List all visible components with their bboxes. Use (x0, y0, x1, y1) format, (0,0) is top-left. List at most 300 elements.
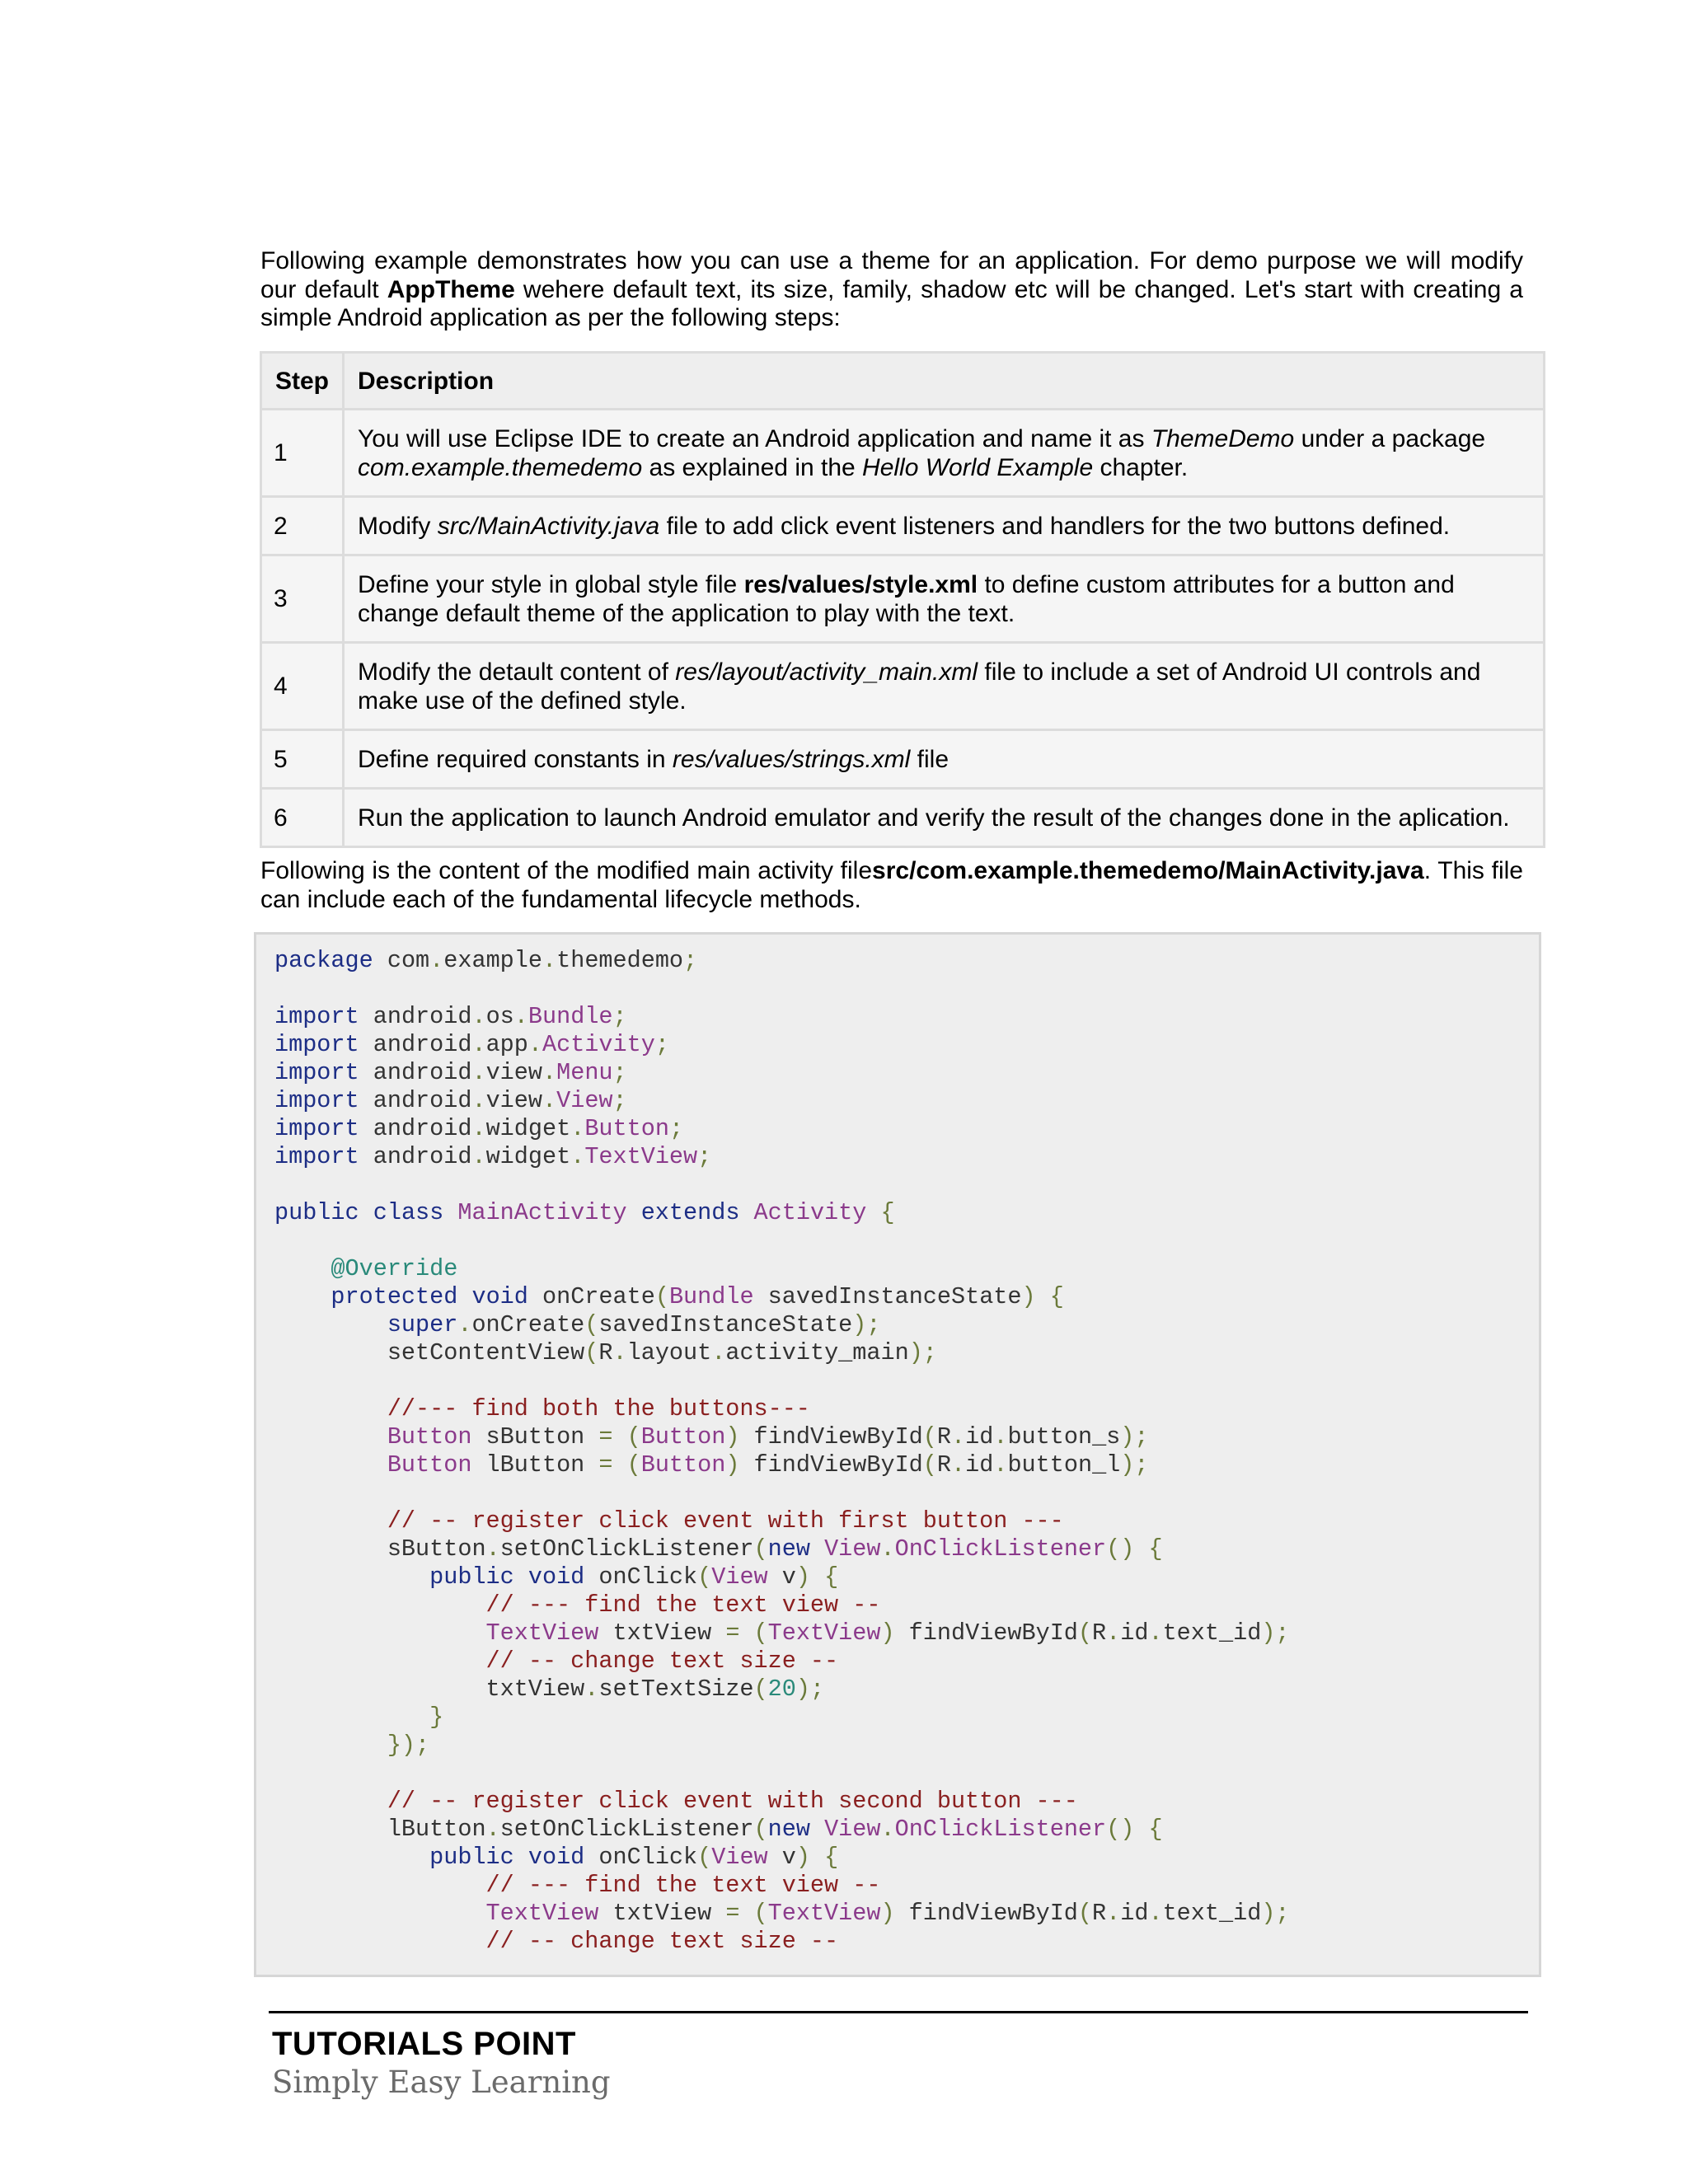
code-token: . (471, 1115, 486, 1142)
code-token: . (993, 1451, 1008, 1479)
code-token: { (1134, 1816, 1163, 1843)
intro-text-1: Following example demonstrates how you can use a theme for an application. For demo purpose we will modify our default (260, 247, 1523, 303)
code-token: View (556, 1087, 613, 1114)
code-token: ( (584, 1311, 599, 1338)
code-token: txtView (485, 1675, 585, 1703)
step-number: 1 (261, 410, 344, 497)
code-token: ( (922, 1423, 937, 1451)
code-token: . (1148, 1619, 1163, 1647)
code-token: android (373, 1115, 472, 1142)
code-line (274, 1675, 1539, 1704)
code-token: import (274, 1059, 359, 1086)
table-row (261, 789, 1545, 847)
code-token: OnClickListener (894, 1816, 1107, 1843)
code-token: new (767, 1535, 810, 1563)
code-token: { (1035, 1283, 1064, 1310)
code-token (274, 1255, 331, 1282)
code-token: ( (584, 1339, 599, 1366)
code-token (274, 1732, 387, 1759)
step-text: Define your style in global style file (358, 570, 744, 598)
desc-text-1: Following is the content of the modified main activity file (260, 857, 873, 884)
code-token: ; (654, 1031, 669, 1058)
code-token: ; (612, 1003, 627, 1030)
code-token (274, 1647, 486, 1675)
step-description (344, 497, 1545, 555)
steps-table (260, 351, 1545, 848)
code-token: setOnClickListener (499, 1535, 754, 1563)
code-token (274, 1900, 486, 1927)
code-token: R (936, 1451, 952, 1479)
code-token (274, 1872, 486, 1899)
step-text: You will use Eclipse IDE to create an Android application and name it as (358, 424, 1151, 452)
code-token: ) (795, 1563, 810, 1591)
code-token: v (767, 1844, 796, 1871)
code-listing (256, 935, 1539, 1956)
code-line (274, 1367, 1539, 1395)
code-token: sButton (387, 1535, 486, 1563)
code-token: Activity (753, 1199, 867, 1226)
code-token: R (1092, 1900, 1107, 1927)
code-line (274, 1900, 1539, 1928)
code-line (274, 1339, 1539, 1367)
code-line (274, 1087, 1539, 1115)
code-token: Button (387, 1451, 472, 1479)
code-token: View (824, 1535, 881, 1563)
code-token: ; (668, 1115, 684, 1142)
step-number: 4 (261, 643, 344, 730)
code-line (274, 1928, 1539, 1956)
code-token (274, 1704, 429, 1731)
code-token: . (993, 1423, 1008, 1451)
code-token: ( (612, 1423, 641, 1451)
code-token: text_id (1162, 1900, 1262, 1927)
code-line (274, 1227, 1539, 1255)
step-description (344, 643, 1545, 730)
code-token: }); (387, 1732, 430, 1759)
code-token: . (528, 1031, 542, 1058)
code-token: ( (753, 1816, 768, 1843)
step-text: Hello World Example (862, 453, 1094, 481)
step-text: Modify the detault content of (358, 658, 676, 686)
code-token: view (485, 1059, 542, 1086)
code-token: MainActivity (457, 1199, 627, 1226)
code-token: ( (753, 1675, 768, 1703)
code-line (274, 1171, 1539, 1199)
code-token: . (471, 1143, 486, 1170)
step-column-header: Step (261, 353, 344, 410)
code-token: class (373, 1199, 444, 1226)
code-token: v (767, 1563, 796, 1591)
code-token: . (542, 1059, 557, 1086)
code-token: . (1106, 1900, 1121, 1927)
code-token: Button (640, 1423, 726, 1451)
code-token: . (880, 1535, 895, 1563)
code-token: ) (880, 1900, 895, 1927)
code-line (274, 1647, 1539, 1675)
code-token: public (429, 1844, 514, 1871)
step-text: chapter. (1093, 453, 1189, 481)
code-line (274, 1395, 1539, 1423)
code-token: ); (1120, 1423, 1149, 1451)
code-token: android (373, 1087, 472, 1114)
code-token: Menu (556, 1059, 613, 1086)
code-token: ( (697, 1844, 712, 1871)
description-paragraph (260, 857, 1523, 914)
code-line (274, 1844, 1539, 1872)
step-text: to define custom attributes for a button and change default theme of the application to play with the text. (358, 570, 1455, 627)
code-token (274, 1788, 387, 1815)
code-token: ); (1120, 1451, 1149, 1479)
file-path: src/com.example.themedemo/MainActivity.java (872, 857, 1424, 884)
code-token: . (1148, 1900, 1163, 1927)
code-token: ); (908, 1339, 937, 1366)
code-token: . (429, 947, 444, 974)
code-token: ; (683, 947, 698, 974)
code-token (274, 1928, 486, 1955)
code-token: TextView (485, 1619, 599, 1647)
code-token: protected (331, 1283, 458, 1310)
code-token: ) (1021, 1283, 1036, 1310)
code-token: () (1106, 1816, 1135, 1843)
code-token: package (274, 947, 373, 974)
code-token: . (542, 1087, 557, 1114)
code-token: ( (739, 1900, 768, 1927)
code-token: ; (697, 1143, 712, 1170)
code-token: ( (922, 1451, 937, 1479)
table-row (261, 555, 1545, 643)
step-text: res/layout/activity_main.xml (675, 658, 978, 686)
brand-name: TUTORIALS POINT (272, 2026, 576, 2062)
code-token: import (274, 1143, 359, 1170)
code-token: onCreate (542, 1283, 655, 1310)
code-token: . (880, 1816, 895, 1843)
code-token (274, 1311, 387, 1338)
code-token: . (584, 1675, 599, 1703)
code-token (274, 1816, 387, 1843)
code-token: ( (612, 1451, 641, 1479)
code-line (274, 1732, 1539, 1760)
table-row (261, 643, 1545, 730)
code-token: onClick (598, 1844, 698, 1871)
code-token: Activity (542, 1031, 655, 1058)
table-row (261, 497, 1545, 555)
code-token: { (810, 1844, 839, 1871)
code-token: widget (485, 1115, 571, 1142)
code-token: ) (725, 1451, 740, 1479)
code-token: . (612, 1339, 627, 1366)
code-line (274, 1872, 1539, 1900)
step-text: as explained in the (642, 453, 863, 481)
code-token: //--- find both the buttons--- (387, 1395, 810, 1422)
code-token (274, 1535, 387, 1563)
code-token: new (767, 1816, 810, 1843)
code-token: view (485, 1087, 542, 1114)
step-text: under a package (1294, 424, 1486, 452)
code-token: ) (725, 1423, 740, 1451)
code-token: OnClickListener (894, 1535, 1107, 1563)
code-token: TextView (767, 1619, 881, 1647)
code-token: . (570, 1143, 585, 1170)
code-line (274, 1255, 1539, 1283)
code-token (274, 1283, 331, 1310)
code-line (274, 1591, 1539, 1619)
code-token: Bundle (528, 1003, 613, 1030)
code-token: import (274, 1031, 359, 1058)
step-text: src/MainActivity.java (437, 512, 660, 540)
code-token: // -- change text size -- (485, 1928, 839, 1955)
code-token: extends (640, 1199, 740, 1226)
step-text: ThemeDemo (1151, 424, 1295, 452)
code-token: TextView (584, 1143, 698, 1170)
code-token: ) (795, 1844, 810, 1871)
step-description (344, 410, 1545, 497)
steps-table-body (261, 410, 1545, 847)
code-token: // -- change text size -- (485, 1647, 839, 1675)
code-token: . (1106, 1619, 1121, 1647)
code-token (274, 1423, 387, 1451)
code-line (274, 1199, 1539, 1227)
intro-paragraph (260, 247, 1523, 333)
code-token: import (274, 1003, 359, 1030)
code-token: void (528, 1844, 585, 1871)
code-token: ( (654, 1283, 669, 1310)
step-number: 6 (261, 789, 344, 847)
code-line (274, 1563, 1539, 1591)
code-token: id (965, 1451, 994, 1479)
code-token (274, 1563, 429, 1591)
code-token: layout (626, 1339, 712, 1366)
code-token: findViewById (739, 1451, 923, 1479)
code-token: . (542, 947, 557, 974)
code-token (274, 1339, 387, 1366)
code-token: ; (612, 1059, 627, 1086)
code-token: // --- find the text view -- (485, 1872, 881, 1899)
code-token: android (373, 1143, 472, 1170)
code-token: = (598, 1423, 613, 1451)
code-token: super (387, 1311, 458, 1338)
code-token: button_s (1007, 1423, 1121, 1451)
code-line (274, 1311, 1539, 1339)
code-token: Button (640, 1451, 726, 1479)
code-line (274, 1507, 1539, 1535)
table-row (261, 410, 1545, 497)
code-token (274, 1675, 486, 1703)
code-token: Button (387, 1423, 472, 1451)
code-line (274, 1003, 1539, 1031)
code-token: . (471, 1087, 486, 1114)
code-token: example (443, 947, 542, 974)
code-token: TextView (767, 1900, 881, 1927)
code-token: widget (485, 1143, 571, 1170)
code-token: ); (1261, 1900, 1290, 1927)
code-token: findViewById (739, 1423, 923, 1451)
footer-divider (269, 2011, 1528, 2013)
code-token: View (711, 1563, 768, 1591)
code-token: { (810, 1563, 839, 1591)
code-token: activity_main (725, 1339, 909, 1366)
code-token: com (387, 947, 430, 974)
code-token: // -- register click event with first button --- (387, 1507, 1064, 1535)
code-token: . (485, 1816, 500, 1843)
code-token: // -- register click event with second button --- (387, 1788, 1078, 1815)
code-line (274, 1283, 1539, 1311)
code-token: . (711, 1339, 726, 1366)
code-token: onClick (598, 1563, 698, 1591)
code-token (274, 1619, 486, 1647)
code-token: TextView (485, 1900, 599, 1927)
step-description (344, 789, 1545, 847)
code-token: ( (1077, 1900, 1093, 1927)
code-token: android (373, 1031, 472, 1058)
code-token: . (570, 1115, 585, 1142)
code-token: = (598, 1451, 613, 1479)
code-token: findViewById (894, 1900, 1078, 1927)
code-token: public (429, 1563, 514, 1591)
code-token: ); (795, 1675, 825, 1703)
code-token: Button (584, 1115, 669, 1142)
code-token: app (485, 1031, 528, 1058)
code-token: ) (880, 1619, 895, 1647)
code-token: ( (1077, 1619, 1093, 1647)
code-token: . (513, 1003, 528, 1030)
code-token: View (711, 1844, 768, 1871)
step-text: file (910, 745, 950, 773)
step-text: file to include a set of Android UI controls and make use of the defined style. (358, 658, 1481, 715)
code-line (274, 1704, 1539, 1732)
code-token: void (471, 1283, 528, 1310)
code-token: android (373, 1059, 472, 1086)
step-text: Define required constants in (358, 745, 673, 773)
intro-text-2: wehere default text, its size, family, shadow etc will be changed. Let's start with creating a simple Android application as per the following steps: (260, 275, 1523, 331)
code-token: button_l (1007, 1451, 1121, 1479)
code-token: findViewById (894, 1619, 1078, 1647)
code-token (274, 1451, 387, 1479)
code-line (274, 1619, 1539, 1647)
table-header-row (261, 353, 1545, 410)
code-line (274, 1423, 1539, 1451)
step-text: Run the application to launch Android emulator and verify the result of the changes done in the aplication. (358, 804, 1510, 832)
code-token: public (274, 1199, 359, 1226)
code-line (274, 1760, 1539, 1788)
code-token: () (1106, 1535, 1135, 1563)
code-token: 20 (767, 1675, 796, 1703)
code-line (274, 1451, 1539, 1479)
code-token (810, 1535, 824, 1563)
apptheme-term: AppTheme (387, 275, 515, 303)
code-token: ( (697, 1563, 712, 1591)
code-token: id (1120, 1900, 1149, 1927)
code-token: txtView (598, 1619, 726, 1647)
code-token: . (471, 1031, 486, 1058)
code-token: ( (753, 1535, 768, 1563)
code-line (274, 1535, 1539, 1563)
code-token: savedInstanceState (753, 1283, 1022, 1310)
code-line (274, 1479, 1539, 1507)
code-token: text_id (1162, 1619, 1262, 1647)
code-token: ); (852, 1311, 881, 1338)
code-token: ; (612, 1087, 627, 1114)
code-token: { (1134, 1535, 1163, 1563)
code-token: . (471, 1003, 486, 1030)
step-text: res/values/strings.xml (672, 745, 911, 773)
code-token: . (471, 1059, 486, 1086)
desc-text-2: . This file can include each of the fundamental lifecycle methods. (260, 857, 1523, 913)
code-token (274, 1507, 387, 1535)
code-token: . (485, 1535, 500, 1563)
code-token: ( (739, 1619, 768, 1647)
code-line (274, 947, 1539, 975)
code-token: R (598, 1339, 613, 1366)
code-token: { (880, 1199, 895, 1226)
code-token (810, 1816, 824, 1843)
code-token: txtView (598, 1900, 726, 1927)
code-line (274, 1115, 1539, 1143)
code-token: id (1120, 1619, 1149, 1647)
step-description (344, 730, 1545, 789)
table-row (261, 730, 1545, 789)
code-token: = (725, 1619, 740, 1647)
code-token: View (824, 1816, 881, 1843)
code-line (274, 1788, 1539, 1816)
brand-tagline: Simply Easy Learning (272, 2064, 611, 2100)
code-token: os (485, 1003, 514, 1030)
code-token: import (274, 1087, 359, 1114)
code-token: . (951, 1423, 966, 1451)
code-token (274, 1395, 387, 1422)
code-line (274, 975, 1539, 1003)
code-token: sButton (471, 1423, 599, 1451)
code-token (274, 1844, 429, 1871)
code-token: Bundle (668, 1283, 754, 1310)
step-text: res/values/style.xml (743, 570, 978, 598)
code-token: . (457, 1311, 472, 1338)
code-token: onCreate (471, 1311, 585, 1338)
code-token: void (528, 1563, 585, 1591)
code-token: . (951, 1451, 966, 1479)
code-token: setContentView (387, 1339, 585, 1366)
code-token: // --- find the text view -- (485, 1591, 881, 1619)
code-line (274, 1816, 1539, 1844)
step-number: 5 (261, 730, 344, 789)
description-column-header: Description (344, 353, 1545, 410)
code-token: ); (1261, 1619, 1290, 1647)
step-text: com.example.themedemo (358, 453, 643, 481)
code-token: lButton (471, 1451, 599, 1479)
code-token: themedemo (556, 947, 684, 974)
code-token: R (936, 1423, 952, 1451)
step-text: Modify (358, 512, 438, 540)
code-token: id (965, 1423, 994, 1451)
code-line (274, 1031, 1539, 1059)
code-token: = (725, 1900, 740, 1927)
step-description (344, 555, 1545, 643)
code-token: setTextSize (598, 1675, 754, 1703)
code-line (274, 1059, 1539, 1087)
code-line (274, 1143, 1539, 1171)
code-token: R (1092, 1619, 1107, 1647)
step-text: file to add click event listeners and handlers for the two buttons defined. (659, 512, 1451, 540)
step-number: 3 (261, 555, 344, 643)
code-token (274, 1591, 486, 1619)
code-token: setOnClickListener (499, 1816, 754, 1843)
step-number: 2 (261, 497, 344, 555)
code-token: lButton (387, 1816, 486, 1843)
code-token: } (429, 1704, 444, 1731)
code-block (254, 932, 1541, 1977)
code-token: savedInstanceState (598, 1311, 853, 1338)
code-token: import (274, 1115, 359, 1142)
code-token: android (373, 1003, 472, 1030)
